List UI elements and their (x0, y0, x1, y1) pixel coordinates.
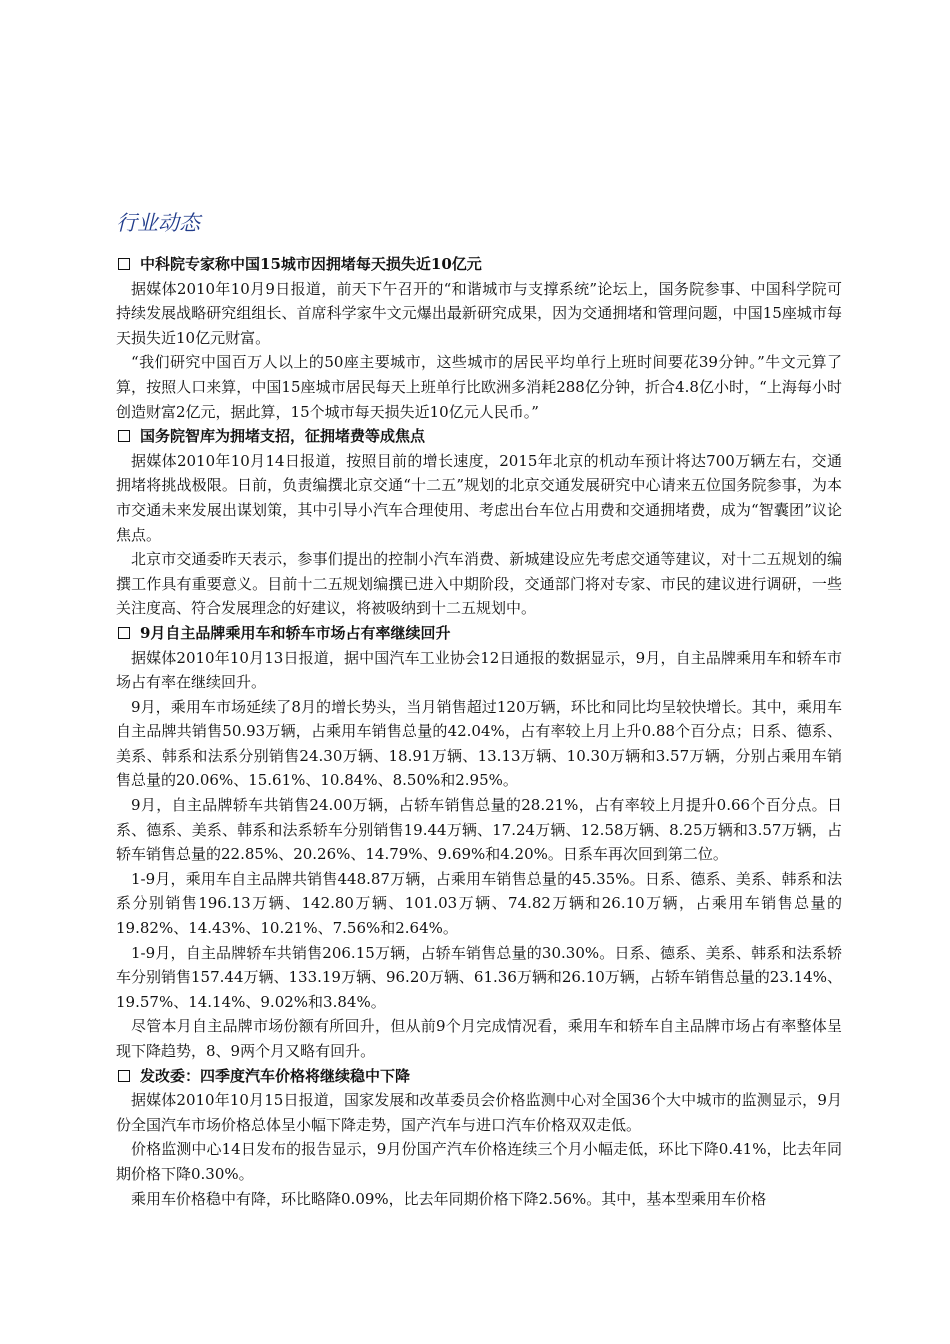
article (116, 621, 842, 1064)
article (116, 424, 842, 621)
article-headline-text: 发改委：四季度汽车价格将继续稳中下降 (140, 1066, 411, 1085)
checkbox-icon (118, 627, 130, 639)
article-headline-text: 国务院智库为拥堵支招，征拥堵费等成焦点 (140, 427, 426, 446)
paragraph: 据媒体2010年10月9日报道，前天下午召开的“和谐城市与支撑系统”论坛上，国务院参事、中国科学院可持续发展战略研究组组长、首席科学家牛文元爆出最新研究成果，因为交通拥堵和管理问题，中国15座城市每天损失近10亿元财富。 (116, 279, 842, 347)
checkbox-icon (118, 1070, 130, 1082)
article-headline (116, 1064, 842, 1089)
document-content (116, 206, 842, 1211)
paragraph: 尽管本月自主品牌市场份额有所回升，但从前9个月完成情况看，乘用车和轿车自主品牌市场占有率整体呈现下降趋势，8、9两个月又略有回升。 (116, 1017, 842, 1060)
paragraph: 1-9月，自主品牌轿车共销售206.15万辆，占轿车销售总量的30.30%。日系、德系、美系、韩系和法系轿车分别销售157.44万辆、133.19万辆、96.20万辆、61.36万辆和26.10万辆，占轿车销售总量的23.14%、19.57%、14.14%、9.02%和3.84%。 (116, 943, 842, 1011)
paragraph: 价格监测中心14日发布的报告显示，9月份国产汽车价格连续三个月小幅走低，环比下降0.41%，比去年同期价格下降0.30%。 (116, 1140, 842, 1183)
article-headline (116, 252, 842, 277)
paragraph: 乘用车价格稳中有降，环比略降0.09%，比去年同期价格下降2.56%。其中，基本型乘用车价格 (131, 1189, 767, 1208)
article-headline (116, 621, 842, 646)
paragraph: 据媒体2010年10月13日报道，据中国汽车工业协会12日通报的数据显示，9月，自主品牌乘用车和轿车市场占有率在继续回升。 (116, 648, 842, 692)
paragraph: 9月，自主品牌轿车共销售24.00万辆，占轿车销售总量的28.21%，占有率较上月提升0.66个百分点。日系、德系、美系、韩系和法系轿车分别销售19.44万辆、17.24万辆、12.58万辆、8.25万辆和3.57万辆，占轿车销售总量的22.85%、20.26%、14.79%、9.69%和4.20%。日系车再次回到第二位。 (116, 796, 842, 864)
article-headline-text: 9月自主品牌乘用车和轿车市场占有率继续回升 (140, 623, 451, 642)
section-title: 行业动态 (116, 211, 200, 235)
paragraph: 北京市交通委昨天表示，参事们提出的控制小汽车消费、新城建设应先考虑交通等建议，对十二五规划的编撰工作具有重要意义。目前十二五规划编撰已进入中期阶段，交通部门将对专家、市民的建议进行调研，一些关注度高、符合发展理念的好建议，将被吸纳到十二五规划中。 (116, 550, 842, 618)
paragraph: “我们研究中国百万人以上的50座主要城市，这些城市的居民平均单行上班时间要花39分钟。”牛文元算了算，按照人口来算，中国15座城市居民每天上班单行比欧洲多消耗288亿分钟，折合4.8亿小时，“上海每小时创造财富2亿元，据此算，15个城市每天损失近10亿元人民币。” (116, 353, 842, 421)
article-headline-text: 中科院专家称中国15城市因拥堵每天损失近10亿元 (140, 255, 482, 273)
checkbox-icon (118, 430, 130, 442)
article-headline (116, 424, 842, 449)
paragraph: 据媒体2010年10月15日报道，国家发展和改革委员会价格监测中心对全国36个大中城市的监测显示，9月份全国汽车市场价格总体呈小幅下降走势，国产汽车与进口汽车价格双双走低。 (116, 1091, 842, 1134)
paragraph: 1-9月，乘用车自主品牌共销售448.87万辆，占乘用车销售总量的45.35%。日系、德系、美系、韩系和法系分别销售196.13万辆、142.80万辆、101.03万辆、74.82万辆和26.10万辆，占乘用车销售总量的19.82%、14.43%、10.21%、7.56%和2.64%。 (116, 869, 842, 938)
paragraph: 据媒体2010年10月14日报道，按照目前的增长速度，2015年北京的机动车预计将达700万辆左右，交通拥堵将挑战极限。日前，负责编撰北京交通“十二五”规划的北京交通发展研究中心请来五位国务院参事，为本市交通未来发展出谋划策，其中引导小汽车合理使用、考虑出台车位占用费和交通拥堵费，成为“智囊团”议论焦点。 (116, 451, 842, 544)
checkbox-icon (118, 258, 130, 270)
article (116, 252, 842, 424)
article (116, 1064, 842, 1212)
paragraph: 9月，乘用车市场延续了8月的增长势头，当月销售超过120万辆，环比和同比均呈较快增长。其中，乘用车自主品牌共销售50.93万辆，占乘用车销售总量的42.04%，占有率较上月上升0.88个百分点；日系、德系、美系、韩系和法系分别销售24.30万辆、18.91万辆、13.13万辆、10.30万辆和3.57万辆，分别占乘用车销售总量的20.06%、15.61%、10.84%、8.50%和2.95%。 (116, 697, 842, 790)
